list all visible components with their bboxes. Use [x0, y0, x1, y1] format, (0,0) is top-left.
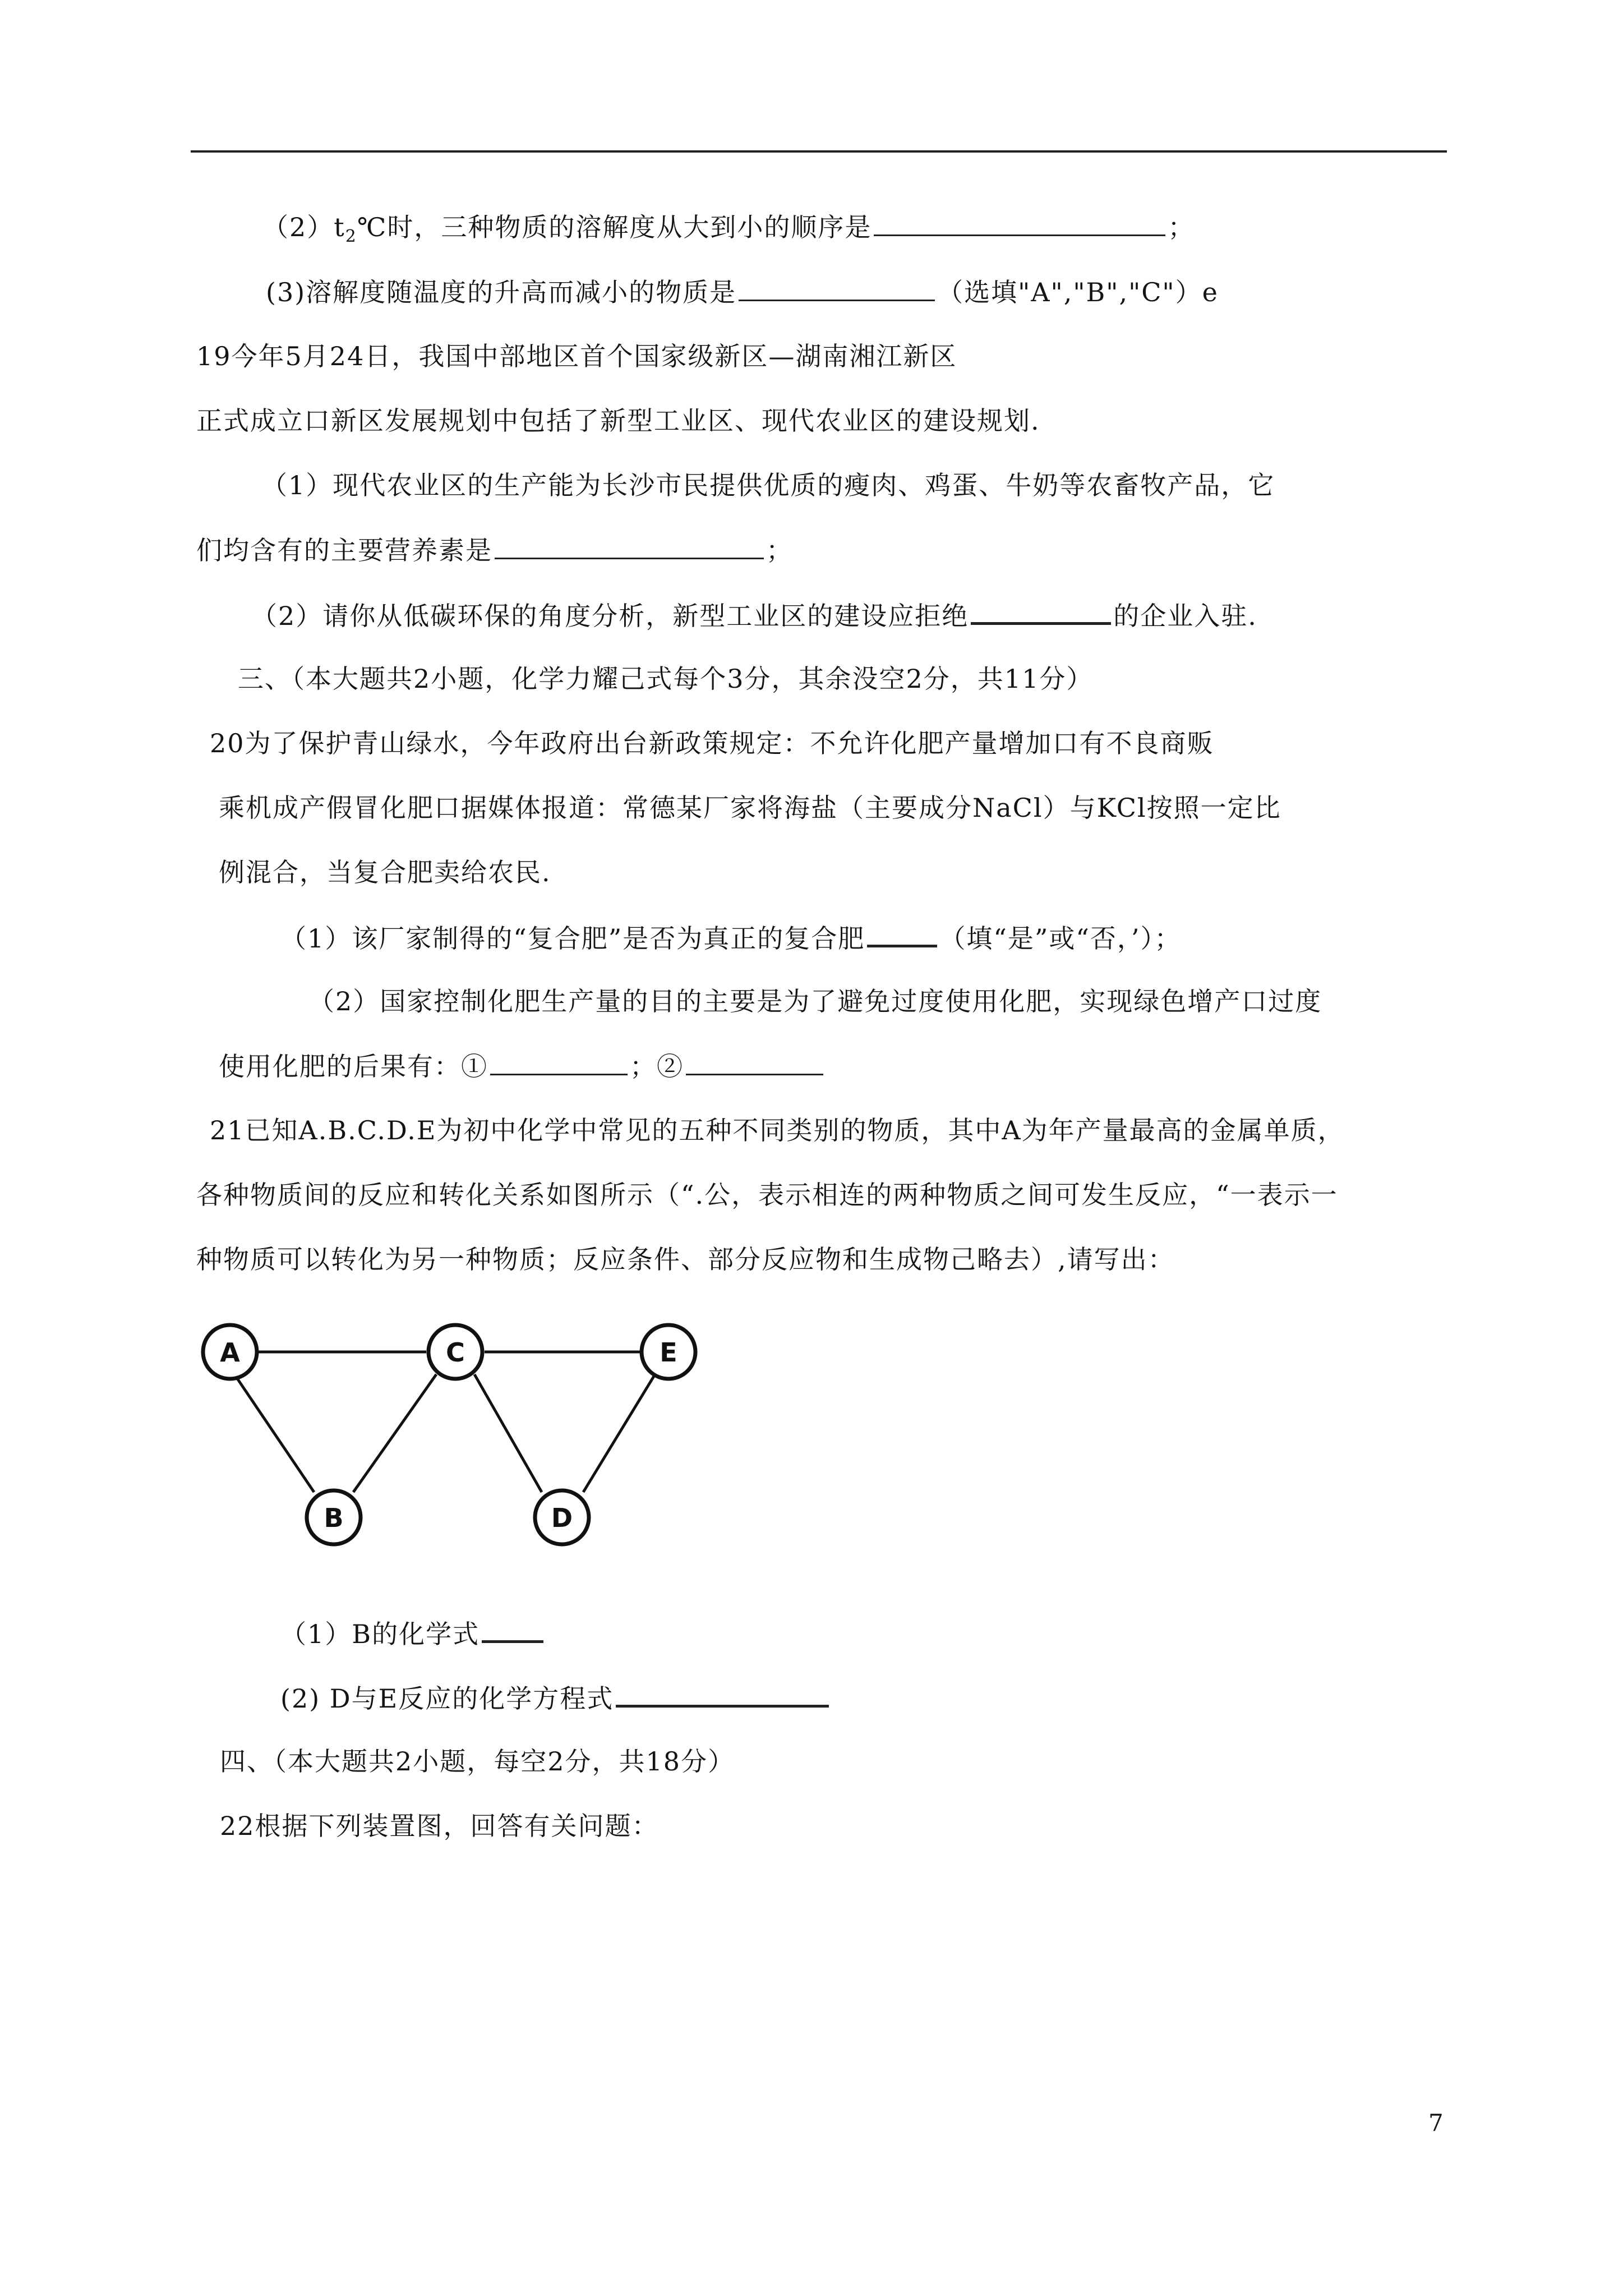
node-e-label: E	[660, 1337, 677, 1368]
header-rule	[191, 150, 1447, 153]
page-number: 7	[1428, 2109, 1444, 2137]
node-b-label: B	[324, 1503, 344, 1533]
q21-part1: （1）B的化学式	[280, 1616, 546, 1651]
edge-a-b	[234, 1374, 314, 1492]
q18-part2: $(2)t_2℃$时，三种物质的溶解度从大到小的顺序是 ；	[262, 210, 1195, 254]
q19-line1: 19今年5月24日，我国中部地区首个国家级新区—湖南湘江新区	[196, 341, 957, 371]
q21-line1: 21已知A.B.C.D.E为初中化学中常见的五种不同类别的物质，其中A为年产量最高的金属单质，	[210, 1115, 1345, 1145]
answer-blank[interactable]	[616, 1680, 829, 1708]
reaction-relation-diagram	[185, 1307, 746, 1571]
answer-blank[interactable]	[482, 1616, 543, 1643]
answer-blank[interactable]	[495, 533, 764, 559]
q20-part2-b: 使用化肥的后果有：① ；②	[219, 1049, 826, 1083]
edge-b-c	[353, 1374, 436, 1492]
q19-line2: 正式成立口新区发展规划中包括了新型工业区、现代农业区的建设规划.	[196, 406, 1040, 436]
q21-line3: 种物质可以转化为另一种物质；反应条件、部分反应物和生成物己略去）,请写出：	[196, 1244, 1175, 1274]
section-3-heading: 三、（本大题共2小题，化学力耀己式每个3分，其余没空2分，共11分）	[238, 664, 1094, 694]
q21-part2: (2) D与E反应的化学方程式	[280, 1680, 831, 1715]
q22-line: 22根据下列装置图，回答有关问题：	[220, 1811, 659, 1841]
node-d-label: D	[551, 1503, 573, 1533]
answer-blank[interactable]	[739, 275, 935, 301]
q19-part1-a: （1）现代农业区的生产能为长沙市民提供优质的瘦肉、鸡蛋、牛奶等农畜牧产品，它	[261, 470, 1275, 500]
q20-line2: 乘机成产假冒化肥口据媒体报道：常德某厂家将海盐（主要成分NaCl）与KCl按照一定比	[219, 793, 1281, 823]
node-c-label: C	[446, 1337, 465, 1368]
answer-blank[interactable]	[867, 920, 937, 947]
q20-line3: 例混合，当复合肥卖给农民.	[219, 857, 551, 887]
q19-part1-b: 们均含有的主要营养素是 ；	[196, 533, 793, 567]
edge-d-e	[583, 1374, 655, 1492]
q21-line2: 各种物质间的反应和转化关系如图所示（“.公，表示相连的两种物质之间可发生反应，“一表示一	[196, 1180, 1338, 1210]
node-a-label: A	[220, 1337, 240, 1368]
section-4-heading: 四、（本大题共2小题，每空2分，共18分）	[220, 1746, 735, 1777]
answer-blank[interactable]	[686, 1049, 823, 1075]
answer-blank[interactable]	[490, 1049, 628, 1075]
answer-blank[interactable]	[874, 210, 1165, 236]
q20-part1: （1）该厂家制得的“复合肥”是否为真正的复合肥 （填“是”或“否，’）；	[280, 920, 1181, 955]
q20-part2-a: （2）国家控制化肥生产量的目的主要是为了避免过度使用化肥，实现绿色增产口过度	[308, 986, 1322, 1016]
q18-part3: (3)溶解度随温度的升高而减小的物质是 （选填"A","B","C"）e	[266, 275, 1219, 309]
answer-blank[interactable]	[971, 597, 1111, 625]
q19-part2: （2）请你从低碳环保的角度分析，新型工业区的建设应拒绝 的企业入驻.	[251, 597, 1257, 633]
edge-c-d	[474, 1374, 542, 1492]
q20-line1: 20为了保护青山绿水，今年政府出台新政策规定：不允许化肥产量增加口有不良商贩	[210, 728, 1214, 758]
